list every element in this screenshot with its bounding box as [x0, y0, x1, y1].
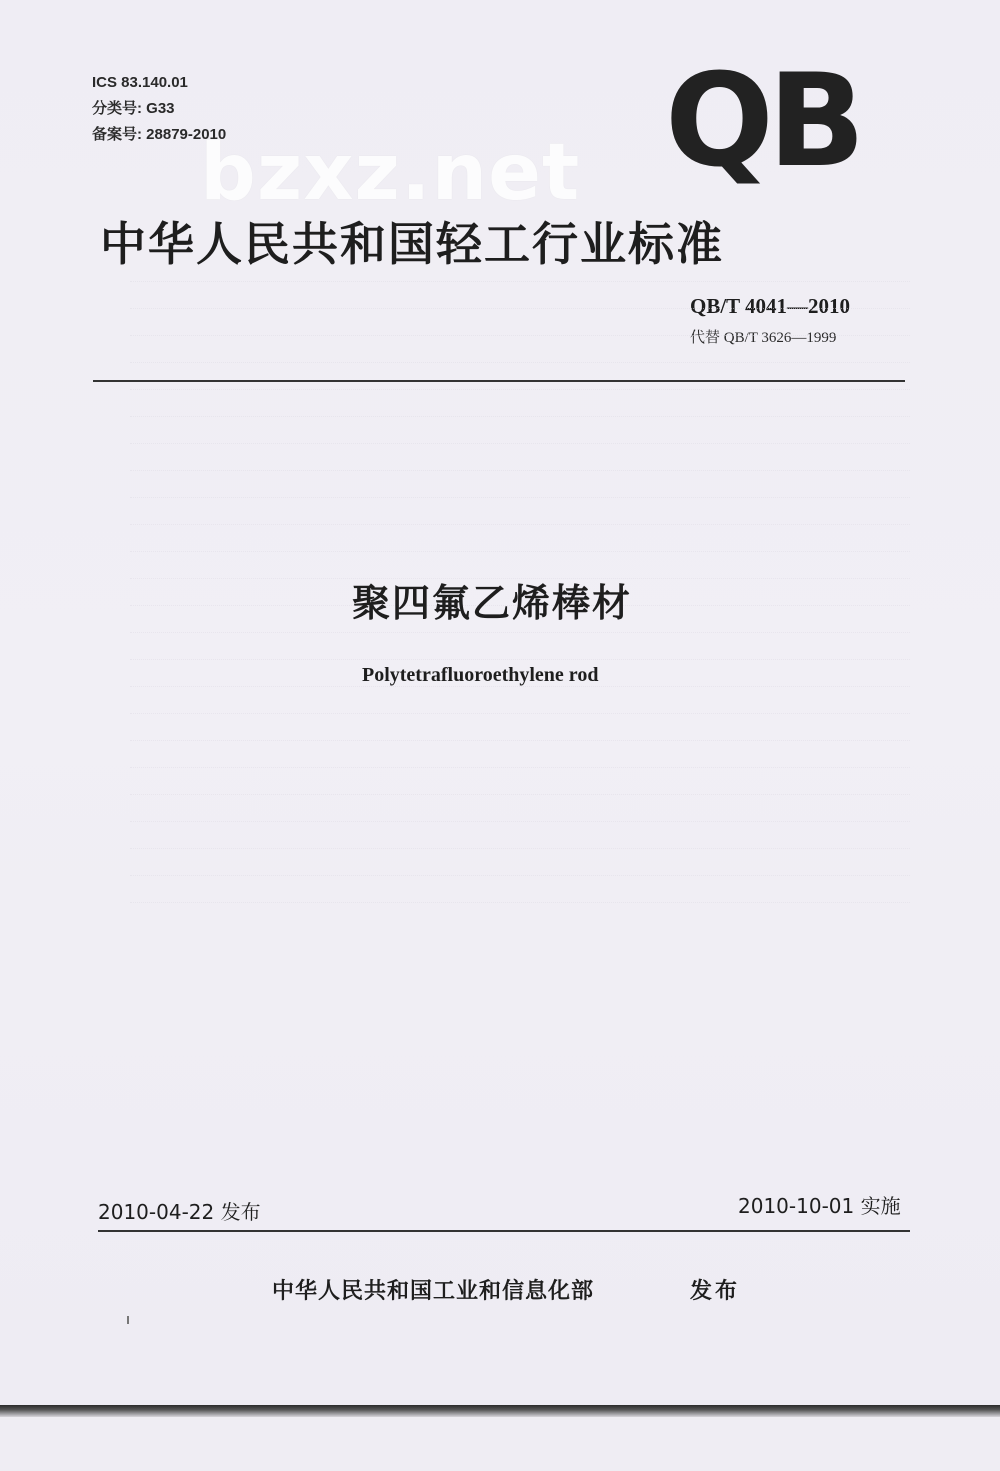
ics-code: ICS 83.140.01	[92, 74, 188, 91]
watermark: bzxz.net	[200, 128, 581, 218]
document-title: 聚四氟乙烯棒材	[352, 581, 633, 625]
page-edge-shadow	[0, 1405, 1000, 1417]
issuer-action: 发布	[690, 1279, 741, 1304]
standard-number: QB/T 4041—2010	[690, 294, 851, 318]
issuer-name: 中华人民共和国工业和信息化部	[272, 1279, 595, 1304]
implement-date: 2010-10-01 实施	[738, 1194, 901, 1218]
next-page-strip	[0, 1417, 1000, 1471]
replaces-standard: 代替 QB/T 3626—1999	[690, 330, 837, 346]
filing-number: 备案号: 28879-2010	[92, 126, 227, 143]
bottom-divider	[98, 1230, 910, 1232]
publish-date: 2010-04-22 发布	[98, 1200, 261, 1224]
qb-logo: QB	[665, 47, 860, 196]
scan-speck	[127, 1316, 129, 1324]
classification-code: 分类号: G33	[92, 100, 175, 117]
document-title-english: Polytetrafluoroethylene rod	[362, 664, 599, 686]
industry-title: 中华人民共和国轻工行业标准	[100, 217, 724, 271]
